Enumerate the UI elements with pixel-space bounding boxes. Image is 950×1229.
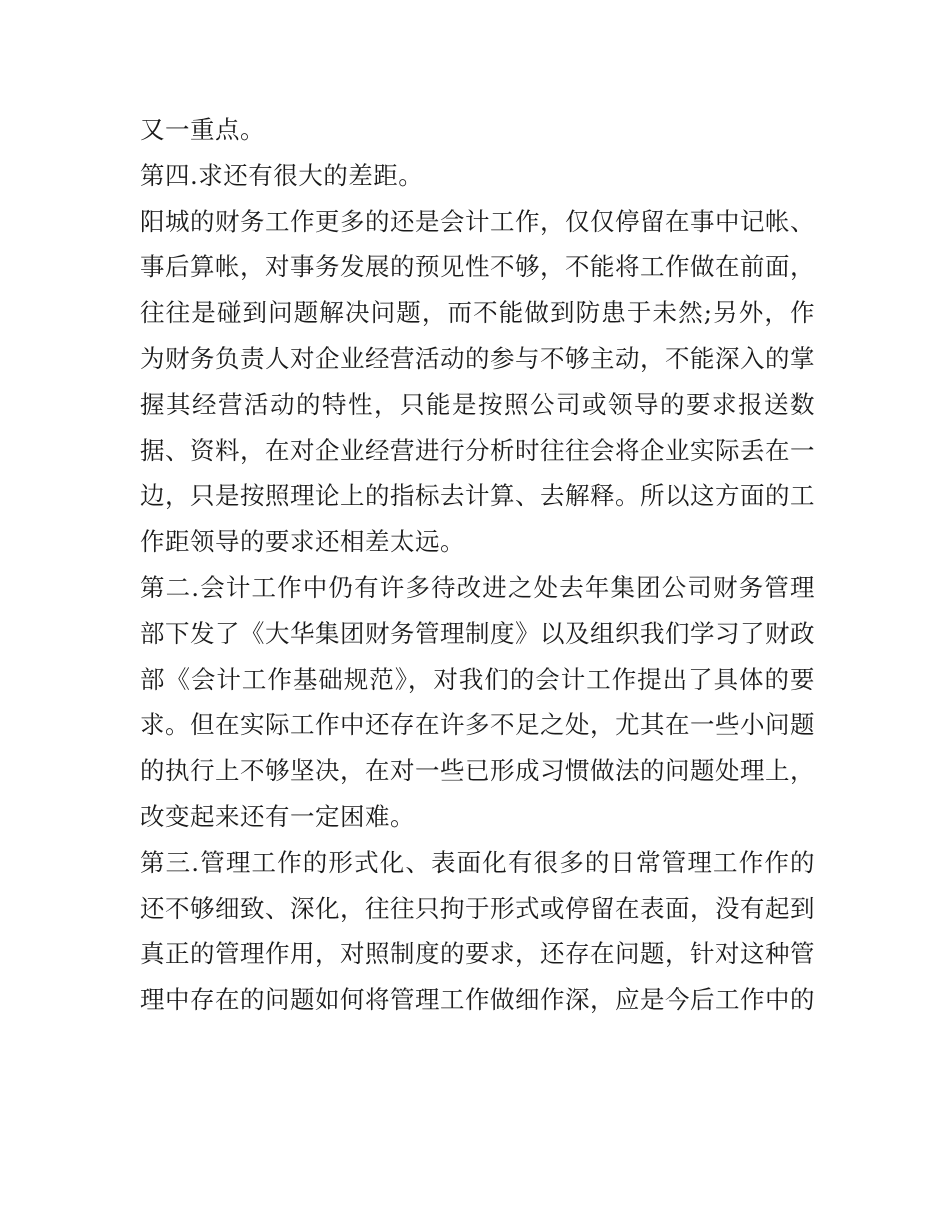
- paragraph-section-three: 第三.管理工作的形式化、表面化有很多的日常管理工作作的还不够细致、深化，往往只拘于形式或停留在表面，没有起到真正的管理作用，对照制度的要求，还存在问题，针对这种管理中存在的问题如何将管理工作做细作深，应是今后工作中的: [140, 847, 815, 1015]
- paragraph-section-four: 第四.求还有很大的差距。: [140, 160, 424, 190]
- paragraph-section-two: 第二.会计工作中仍有许多待改进之处去年集团公司财务管理部下发了《大华集团财务管理制度》以及组织我们学习了财政部《会计工作基础规范》，对我们的会计工作提出了具体的要求。但在实际工作中还存在许多不足之处，尤其在一些小问题的执行上不够坚决，在对一些已形成习惯做法的问题处理上，改变起来还有一定困难。: [140, 572, 815, 831]
- document-body: [140, 107, 815, 1023]
- paragraph-continuation: 又一重点。: [140, 115, 265, 144]
- paragraph-finance-work: 阳城的财务工作更多的还是会计工作，仅仅停留在事中记帐、事后算帐，对事务发展的预见性不够，不能将工作做在前面，往往是碰到问题解决问题，而不能做到防患于未然;另外，作为财务负责人对企业经营活动的参与不够主动，不能深入的掌握其经营活动的特性，只能是按照公司或领导的要求报送数据、资料，在对企业经营进行分析时往往会将企业实际丢在一边，只是按照理论上的指标去计算、去解释。所以这方面的工作距领导的要求还相差太远。: [140, 206, 815, 557]
